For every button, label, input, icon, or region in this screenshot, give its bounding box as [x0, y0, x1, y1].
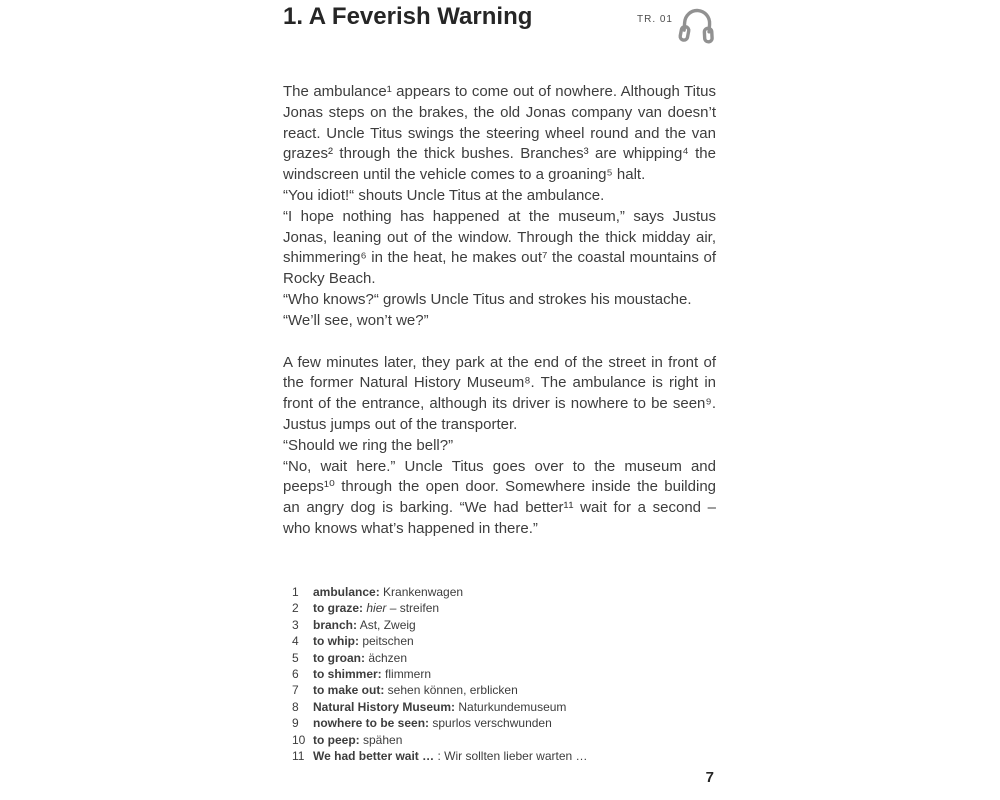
footnote-term: to graze: — [313, 601, 364, 616]
footnote-row — [292, 666, 716, 682]
footnote-gloss-segment: peitschen — [358, 634, 414, 649]
story-paragraph: “Who knows?“ growls Uncle Titus and strokes his moustache. — [283, 290, 692, 308]
footnote-text — [313, 682, 716, 698]
page-number: 7 — [705, 769, 714, 786]
footnote-term: to peep: — [313, 732, 360, 747]
footnote-text — [313, 600, 716, 616]
footnote-row — [292, 682, 716, 698]
footnote-row — [292, 699, 716, 715]
footnote-row — [292, 600, 716, 616]
story-block — [283, 353, 716, 540]
chapter-title: 1. A Feverish Warning — [283, 3, 533, 30]
footnote-gloss-segment: spurlos verschwunden — [429, 716, 552, 731]
footnote-number: 3 — [292, 617, 299, 632]
footnote-number: 10 — [292, 732, 306, 747]
footnote-term: to groan: — [313, 650, 365, 665]
footnote-row — [292, 617, 716, 633]
footnote-text — [313, 732, 716, 748]
footnote-text — [313, 699, 716, 715]
footnote-gloss-segment: sehen können, erblicken — [384, 683, 518, 698]
headphones-icon — [678, 4, 716, 51]
story-paragraph: “I hope nothing has happened at the museum,” says Justus Jonas, leaning out of the window. Through the thick midday air, shimmering⁶ in the heat, he makes out⁷ the coastal mountains of Rocky Beach. — [283, 207, 716, 288]
footnote-term: branch: — [313, 617, 358, 632]
footnote-number: 11 — [292, 749, 305, 764]
footnote-term: Natural History Museum: — [313, 699, 456, 714]
footnote-gloss-segment: Krankenwagen — [379, 585, 464, 599]
footnote-gloss-segment: – streifen — [386, 601, 440, 616]
footnote-number: 5 — [292, 650, 299, 665]
story-paragraph: “Should we ring the bell?” — [283, 436, 454, 454]
footnote-row — [292, 732, 716, 748]
footnote-gloss-segment: Ast, Zweig — [357, 617, 416, 632]
footnote-gloss-segment: : Wir sollten lieber warten … — [434, 749, 588, 764]
footnote-term: to whip: — [313, 634, 359, 649]
story-paragraph: “We’ll see, won’t we?” — [283, 311, 429, 329]
footnote-text — [313, 748, 716, 764]
footnote-term: to shimmer: — [313, 667, 382, 682]
story-paragraph: “You idiot!“ shouts Uncle Titus at the ambulance. — [283, 186, 605, 204]
footnote-number: 6 — [292, 667, 299, 682]
footnote-gloss-segment: Naturkundemuseum — [455, 699, 567, 714]
footnote-gloss-segment: hier — [366, 601, 387, 616]
footnote-gloss-segment: ächzen — [365, 650, 408, 665]
footnote-gloss-segment: spähen — [359, 732, 403, 747]
footnote-number: 2 — [292, 601, 299, 616]
story-block — [283, 82, 716, 332]
track-number-label: TR. 01 — [636, 14, 673, 25]
book-page — [283, 0, 716, 800]
vocabulary-footnotes — [292, 584, 716, 764]
story-paragraph: The ambulance¹ appears to come out of nowhere. Although Titus Jonas steps on the brakes, the old Jonas company van doesn’t react. Uncle Titus swings the steering wheel round and the van grazes² through the thick bushes. Branches³ are whipping⁴ the windscreen until the vehicle comes to a groaning⁵ halt. — [283, 83, 716, 184]
footnote-text — [313, 666, 716, 682]
footnote-number: 7 — [292, 683, 299, 698]
story-paragraph: “No, wait here.” Uncle Titus goes over to the museum and peeps¹⁰ through the open door. Somewhere inside the building an angry dog is barking. “We had better¹¹ wait for a second – who knows what’s happened in there.” — [283, 457, 716, 537]
audio-track-indicator — [637, 4, 716, 51]
footnote-row — [292, 650, 716, 666]
footnote-row — [292, 715, 716, 731]
footnote-gloss-segment: flimmern — [381, 667, 432, 682]
footnote-term: to make out: — [313, 683, 385, 698]
footnote-text — [313, 715, 716, 731]
footnote-number: 4 — [292, 634, 299, 649]
footnote-number: 8 — [292, 699, 299, 714]
footnote-term: ambulance: — [313, 585, 380, 599]
story-text — [283, 82, 716, 540]
story-paragraph: A few minutes later, they park at the end of the street in front of the former Natural History Museum⁸. The ambulance is right in front of the entrance, although its driver is nowhere to be seen⁹. Justus jumps out of the transporter. — [283, 353, 716, 433]
footnote-text — [313, 633, 716, 649]
footnote-number: 1 — [292, 585, 299, 599]
chapter-header — [283, 0, 716, 51]
footnote-row — [292, 584, 716, 600]
footnote-text — [313, 650, 716, 666]
footnote-number: 9 — [292, 716, 299, 731]
footnote-term: We had better wait … — [313, 749, 435, 764]
footnote-term: nowhere to be seen: — [313, 716, 430, 731]
footnote-row — [292, 748, 716, 764]
footnote-text — [313, 617, 716, 633]
footnote-text — [313, 584, 716, 600]
footnote-row — [292, 633, 716, 649]
